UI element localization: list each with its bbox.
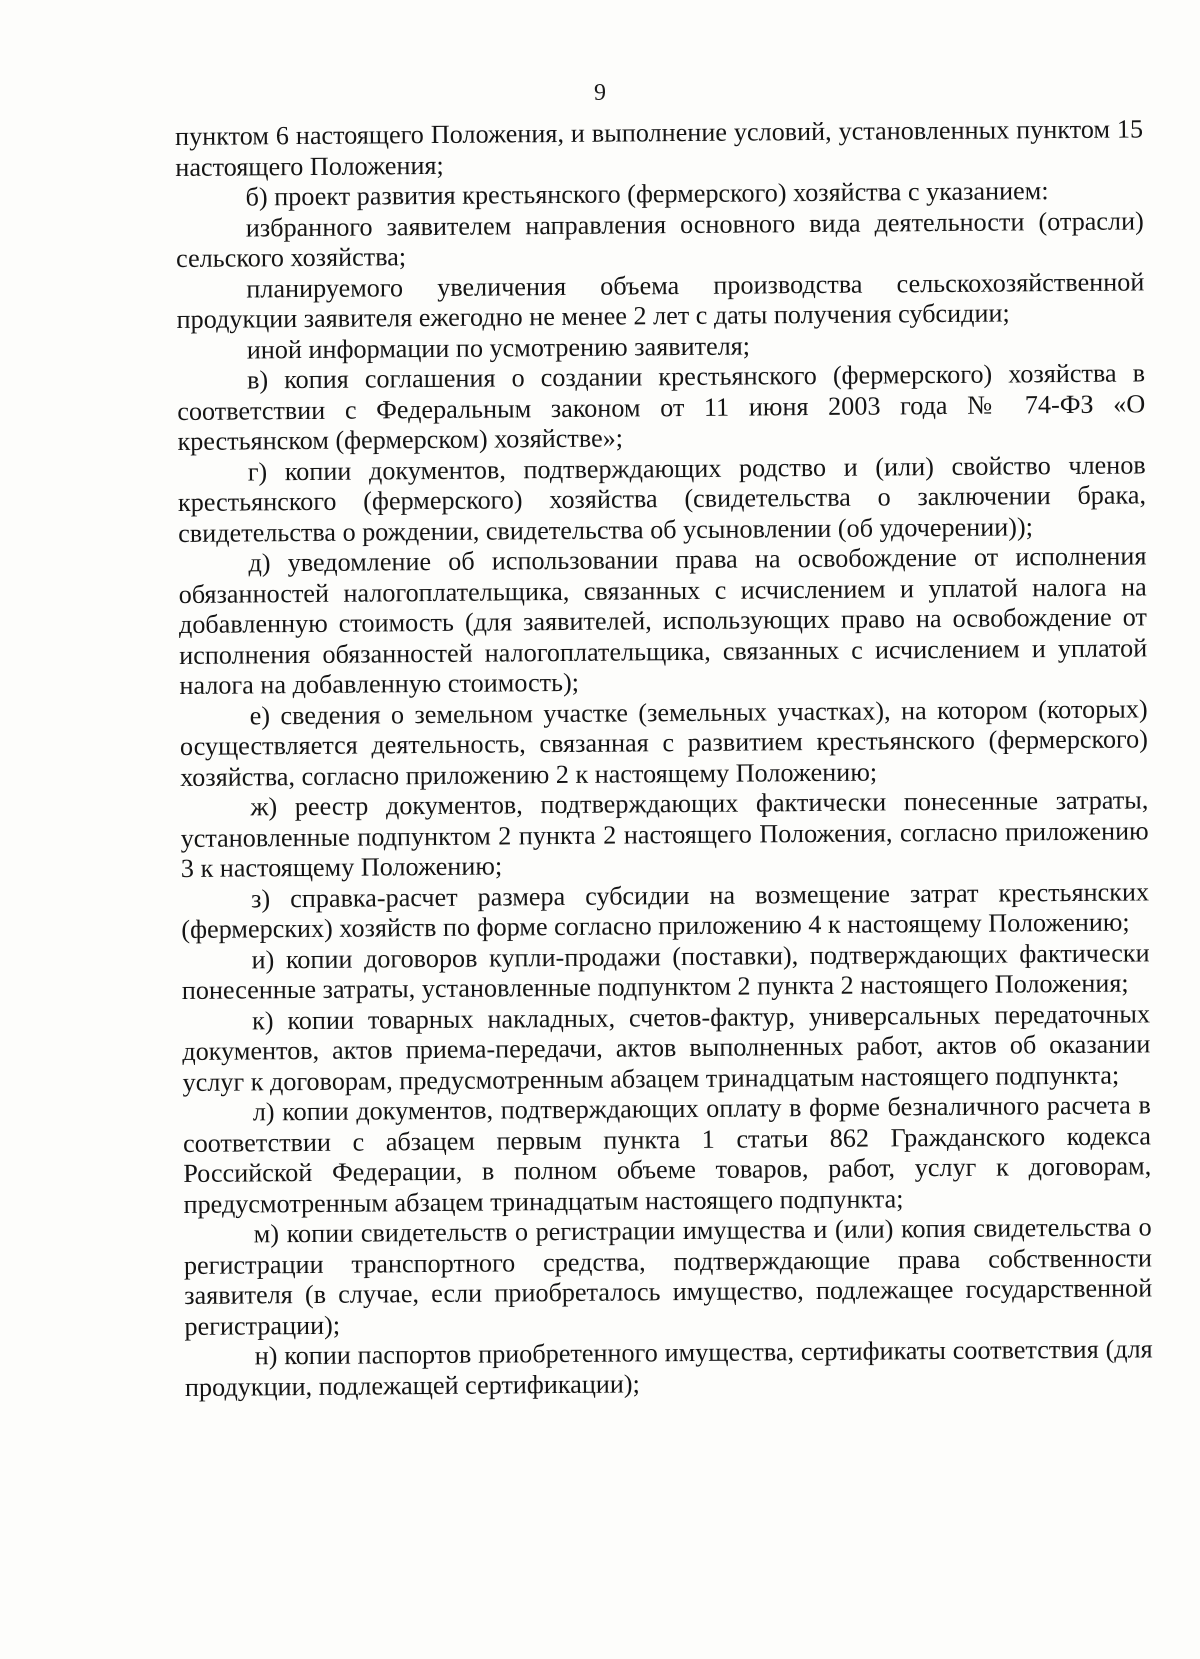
paragraph-item-v: в) копия соглашения о создании крестьянского (фермерского) хозяйства в соответствии с Федеральным законом от 11 июня 2003 года № 74-ФЗ «О крестьянском (фермерском) хозяйстве»; xyxy=(177,358,1146,456)
paragraph-subitem-production: планируемого увеличения объема производства сельскохозяйственной продукции заявителя ежегодно не менее 2 лет с даты получения субсидии; xyxy=(176,266,1145,334)
paragraph-item-z: з) справка-расчет размера субсидии на возмещение затрат крестьянских (фермерских) хозяйств по форме согласно приложению 4 к настоящему Положению; xyxy=(181,876,1150,944)
paragraph-item-g: г) копии документов, подтверждающих родство и (или) свойство членов крестьянского (фермерского) хозяйства (свидетельства о заключении брака, свидетельства о рождении, свидетельства об усыновлении (об удочерении)); xyxy=(177,449,1147,548)
paragraph-item-l: л) копии документов, подтверждающих оплату в форме безналичного расчета в соответствии с абзацем первым пункта 1 статьи 862 Гражданского кодекса Российской Федерации, в полном объеме товаров, работ, услуг к договорам, предусмотренным абзацем тринадцатым настоящего подпункта; xyxy=(182,1090,1152,1219)
paragraph-item-m: м) копии свидетельств о регистрации имущества и (или) копия свидетельства о регистрации транспортного средства, подтверждающие права собственности заявителя (в случае, если приобреталось имущество, подлежащее государственной регистрации); xyxy=(183,1212,1153,1341)
paragraph-item-e: е) сведения о земельном участке (земельных участках), на котором (которых) осуществляется деятельность, связанная с развитием крестьянского (фермерского) хозяйства, согласно приложению 2 к настоящему Положению; xyxy=(179,693,1148,792)
paragraph-item-i: и) копии договоров купли-продажи (поставки), подтверждающих фактически понесенные затраты, установленные подпунктом 2 пункта 2 настоящего Положения; xyxy=(181,937,1150,1005)
paragraph-subitem-direction: избранного заявителем направления основного вида деятельности (отрасли) сельского хозяйства; xyxy=(175,205,1144,273)
paragraph-item-d: д) уведомление об использовании права на освобождение от исполнения обязанностей налогоплательщика, связанных с исчислением и уплатой налога на добавленную стоимость (для заявителей, использующих право на освобождение от исполнения обязанностей налогоплательщика, связанных с исчислением и уплатой налога на добавленную стоимость); xyxy=(178,541,1148,700)
page-number: 9 xyxy=(594,80,606,106)
paragraph-item-b: б) проект развития крестьянского (фермерского) хозяйства с указанием: xyxy=(245,176,1049,212)
paragraph-item-zh: ж) реестр документов, подтверждающих фактически понесенные затраты, установленные подпунктом 2 пункта 2 настоящего Положения, согласно приложению 3 к настоящему Положению; xyxy=(180,785,1149,883)
document-body xyxy=(175,114,1153,1403)
paragraph-continuation: пунктом 6 настоящего Положения, и выполнение условий, установленных пунктом 15 настоящего Положения; xyxy=(175,114,1144,182)
paragraph-item-n: н) копии паспортов приобретенного имущества, сертификаты соответствия (для продукции, подлежащей сертификации); xyxy=(184,1334,1153,1402)
paragraph-item-k: к) копии товарных накладных, счетов-фактур, универсальных передаточных документов, актов приема-передачи, актов выполненных работ, актов об оказании услуг к договорам, предусмотренным абзацем тринадцатым настоящего подпункта; xyxy=(182,998,1151,1097)
paragraph-subitem-other-info: иной информации по усмотрению заявителя; xyxy=(246,330,751,364)
